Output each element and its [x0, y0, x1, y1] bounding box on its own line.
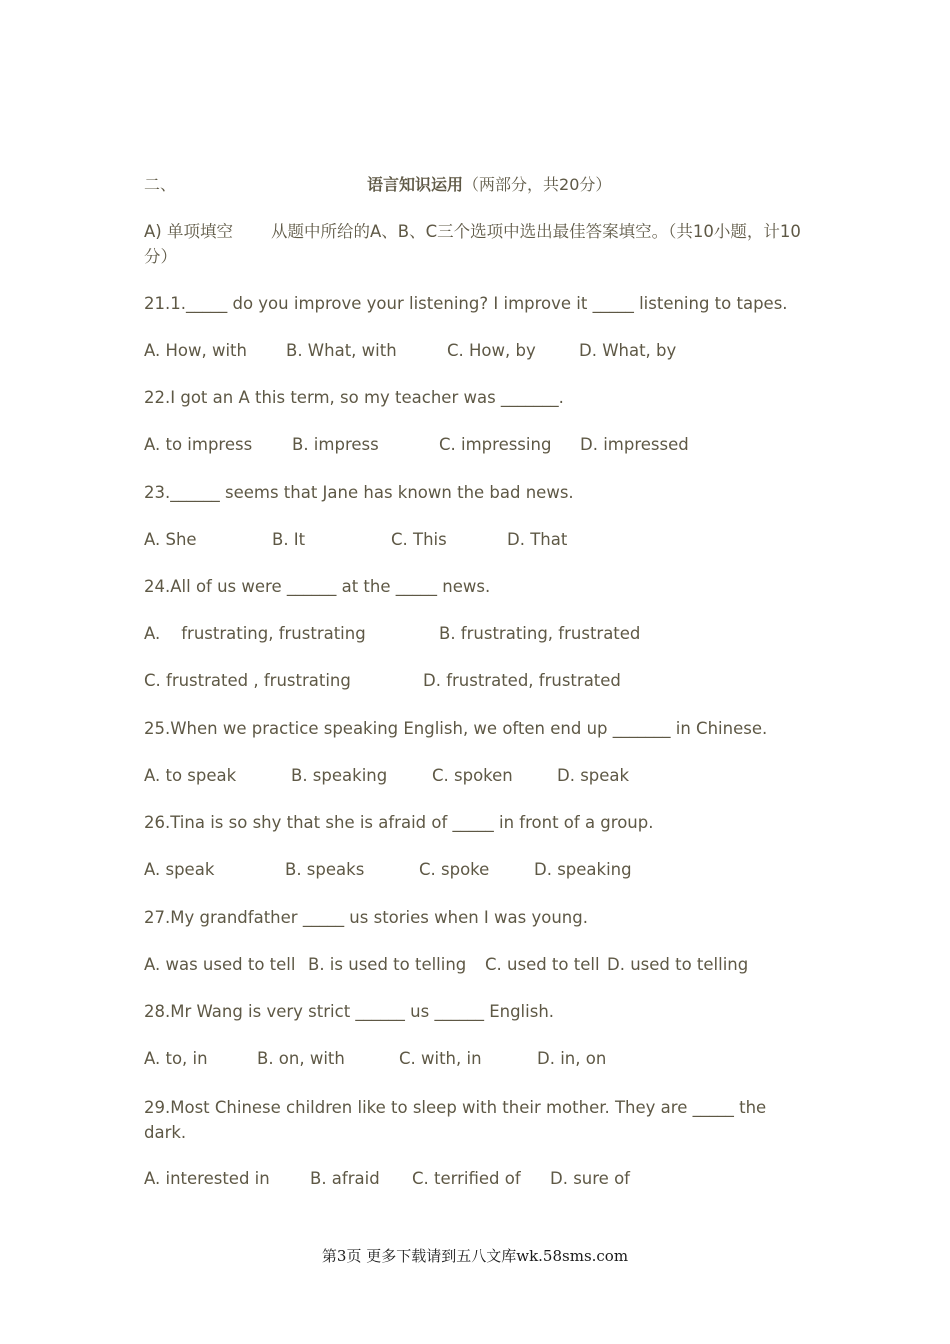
- question-stem: 21.1._____ do you improve your listening? I improve it _____ listening to tapes.: [144, 294, 788, 313]
- option-c: C. used to tell: [485, 955, 600, 974]
- option-d: D. speak: [557, 766, 630, 785]
- intro-text: 从题中所给的A、B、C三个选项中选出最佳答案填空。（共10小题，计10分）: [144, 222, 801, 266]
- intro-label: A) 单项填空: [144, 222, 233, 241]
- section-title: [367, 172, 611, 195]
- option-d: D. That: [507, 530, 568, 549]
- option-c: C. spoke: [419, 860, 490, 879]
- option-b: B. on, with: [257, 1049, 345, 1068]
- section-title-bold: 语言知识运用: [367, 175, 464, 194]
- question-stem: 29.Most Chinese children like to sleep with their mother. They are _____ the dark.: [144, 1098, 767, 1142]
- option-b: B. impress: [292, 435, 379, 454]
- option-a: A. speak: [144, 860, 215, 879]
- question-stem: 27.My grandfather _____ us stories when I was young.: [144, 908, 588, 927]
- option-d: D. What, by: [579, 341, 677, 360]
- section-number: 二、: [144, 175, 177, 194]
- option-b: B. afraid: [310, 1169, 380, 1188]
- option-b: B. is used to telling: [308, 955, 467, 974]
- option-a: A. frustrating, frustrating: [144, 624, 366, 643]
- option-c: C. spoken: [432, 766, 513, 785]
- option-d: D. frustrated, frustrated: [423, 671, 621, 690]
- option-c: C. impressing: [439, 435, 552, 454]
- section-title-rest: （两部分，共20分）: [463, 175, 612, 194]
- question-stem: 28.Mr Wang is very strict ______ us ______ English.: [144, 1002, 555, 1021]
- question-stem: 23.______ seems that Jane has known the bad news.: [144, 483, 574, 502]
- option-b: B. speaks: [285, 860, 365, 879]
- option-c: C. This: [391, 530, 447, 549]
- option-d: D. used to telling: [607, 955, 749, 974]
- option-d: D. sure of: [550, 1169, 630, 1188]
- page-footer: 第3页 更多下载请到五八文库wk.58sms.com: [321, 1247, 629, 1265]
- option-d: D. in, on: [537, 1049, 607, 1068]
- section-intro: [144, 219, 804, 269]
- question-stem: 24.All of us were ______ at the _____ news.: [144, 577, 491, 596]
- option-a: A. was used to tell: [144, 955, 296, 974]
- question-stem: 26.Tina is so shy that she is afraid of _____ in front of a group.: [144, 813, 654, 832]
- option-c: C. How, by: [447, 341, 536, 360]
- option-c: C. frustrated , frustrating: [144, 671, 351, 690]
- option-b: B. speaking: [291, 766, 388, 785]
- option-a: A. to speak: [144, 766, 237, 785]
- option-a: A. to impress: [144, 435, 253, 454]
- option-a: A. to, in: [144, 1049, 208, 1068]
- option-d: D. speaking: [534, 860, 632, 879]
- option-c: C. terrified of: [412, 1169, 521, 1188]
- option-b: B. What, with: [286, 341, 397, 360]
- option-d: D. impressed: [580, 435, 689, 454]
- question-stem: 25.When we practice speaking English, we often end up _______ in Chinese.: [144, 719, 768, 738]
- option-a: A. How, with: [144, 341, 247, 360]
- option-b: B. frustrating, frustrated: [439, 624, 641, 643]
- option-a: A. She: [144, 530, 197, 549]
- option-b: B. It: [272, 530, 306, 549]
- option-a: A. interested in: [144, 1169, 270, 1188]
- question-stem: 22.I got an A this term, so my teacher was _______.: [144, 388, 564, 407]
- option-c: C. with, in: [399, 1049, 482, 1068]
